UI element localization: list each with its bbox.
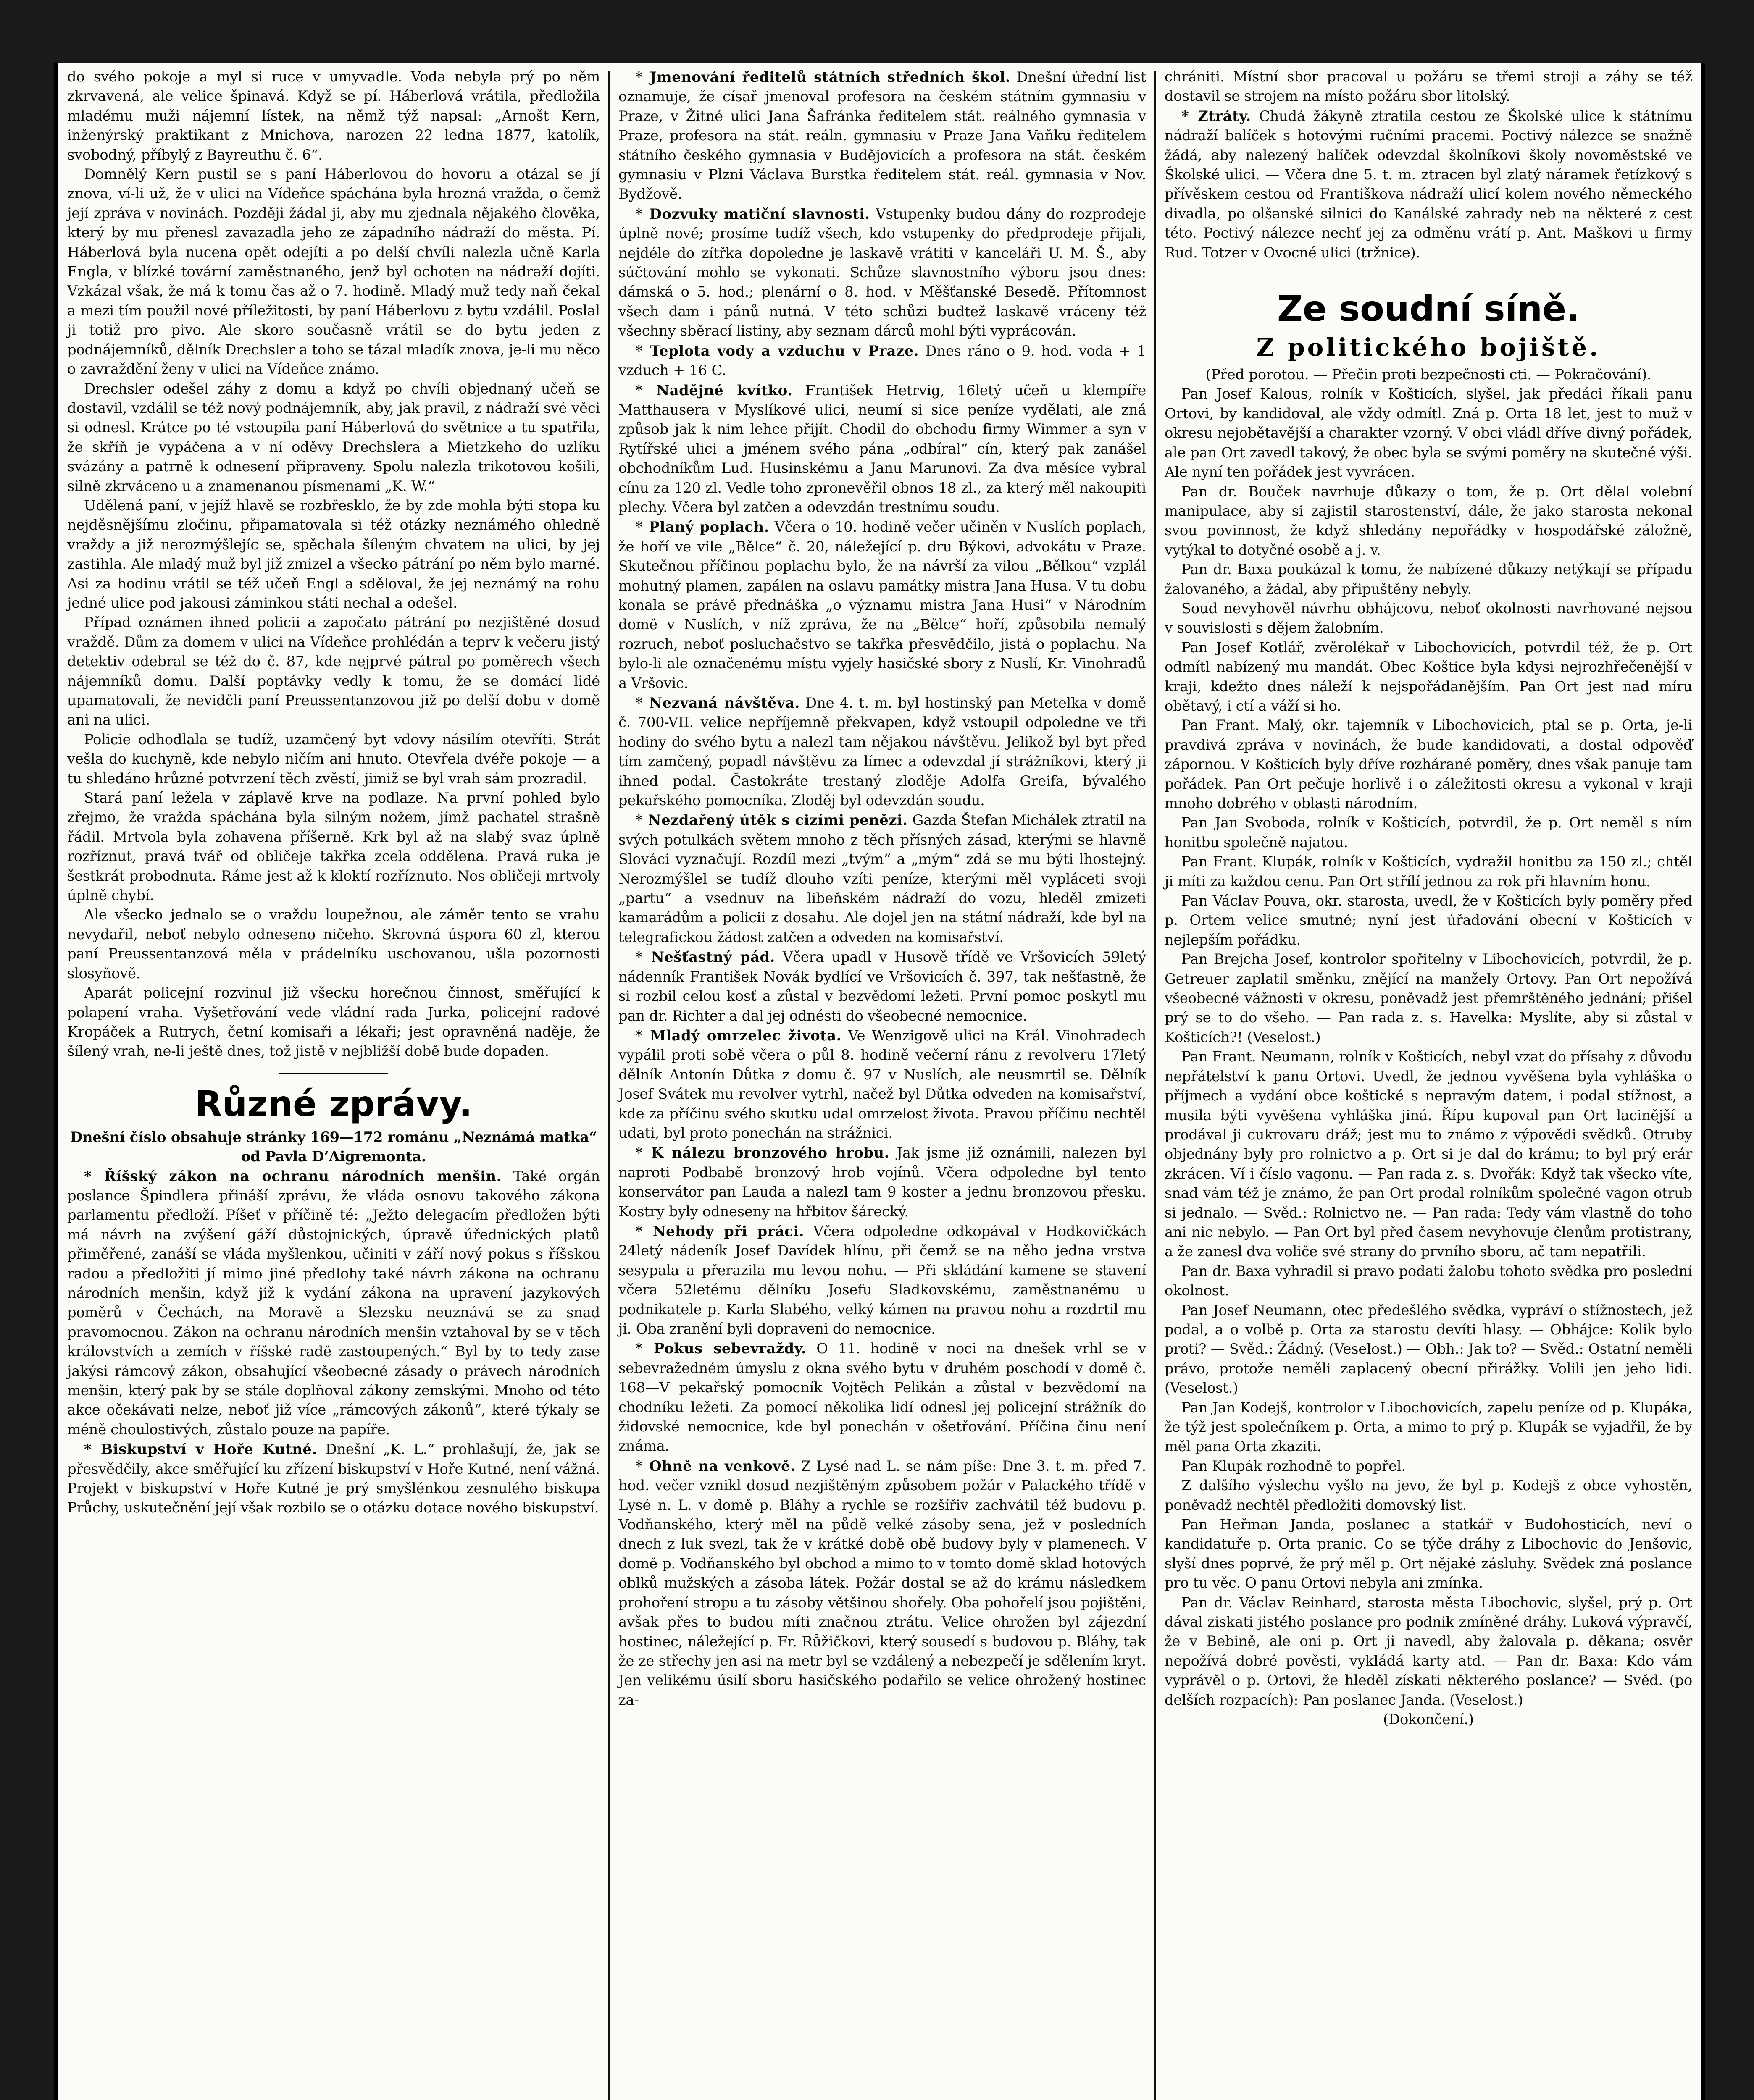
news-item-body: Z Lysé nad L. se nám píše: Dne 3. t. m. před 7. hod. večer vznikl dosud nezjištěným způsobem požár v Palackého třídě v Lysé n. L. v domě p. Bláhy a rychle se rozšířiv zachvátil též budovu p. Vodňanského, který měl na půdě velké zásoby sena, jež v posledních dnech z luk svezl, tak že v krátké době obě budovy byly v plamenech. V domě p. Vodňanského byl obchod a mimo to v tomto domě sklad hotových oblků mužských a zásoba látek. Požár dostal se až do krámu následkem prohoření stropu a tu zásoby většinou shořely. Oba pohořelí jsou pojištěni, avšak přes to budou míti značnou ztrátu. Velice ohrožen byl zájezdní hostinec, náležející p. Fr. Růžičkovi, který sousedí s budovou p. Bláhy, tak že ze střechy jen asi na metr byl se vzdálený a nebezpečí je sdělením kryt. Jen velikému úsilí sboru hasičského podařilo se velice ohrožený hostinec za-: [618, 1457, 1146, 1708]
news-item-body: Dnes ráno o 9. hod. voda + 1 vzduch + 16 C.: [618, 342, 1146, 379]
news-item: [618, 810, 1146, 947]
news-item-body: Včera o 10. hodině večer učiněn v Nuslích poplach, že hoří ve vile „Bělce“ č. 20, náležející p. dru Býkovi, advokátu v Praze. Skutečnou příčinou poplachu bylo, že na návrší za vilou „Bělkou“ vzplál mohutný plamen, zapálen na oslavu památky mistra Jana Husa. V tu dobu konala se právě přednáška „o významu mistra Jana Husi“ v Národním domě v Nuslích, v níž zpráva, že na „Bělce“ hoří, způsobila nemalý rozruch, neboť posluchačstvo se takřka přesvědčilo, jistá o poplachu. Na bylo-li ale označenému místu vyjely hasičské sbory z Nuslí, Kr. Vinohradů a Vršovic.: [618, 519, 1147, 691]
novel-supplement-notice: Dnešní číslo obsahuje stránky 169—172 románu „Neznámá matka“ od Pavla D’Aigremonta.: [70, 1128, 597, 1165]
news-item-body: O 11. hodině v noci na dnešek vrhl se v sebevražedném úmyslu z okna svého bytu v druhém poschodí v domě č. 168—V pekařský pomocník Vojtěch Pelikán a zůstal v bezvědomí na chodníku ležeti. Za pomocí několika lidí odnesl jej policejní strážník do židovské nemocnice, kde byl ponechán v ošetřování. Příčina činu není známa.: [618, 1340, 1146, 1454]
news-item: [618, 67, 1146, 204]
news-item-body: Jak jsme již oznámili, nalezen byl naproti Podbabě bronzový hrob vojínů. Včera odpoledne byl tento konservátor pan Lauda a nalezl tam 9 koster a jednu bronzovou přesku. Kostry byly odneseny na hřbitov šárecký.: [618, 1144, 1147, 1220]
news-item-body: Ve Wenzigově ulici na Král. Vinohradech vypálil proti sobě včera o půl 8. hodině večerní ránu z revolveru 17letý dělník Antonín Důtka z domu č. 97 v Nuslích, ale neusmrtil se. Dělník Josef Svátek mu revolver vytrhl, načež byl Důtka odveden na komisařství, kde za příčinu svého skutku udal omrzelost života. Pravou příčinu nechtěl udati, byl proto ponechán na strážnici.: [618, 1027, 1146, 1141]
news-item: [618, 1026, 1146, 1143]
news-item-headline: * Dozvuky matiční slavnosti.: [635, 205, 870, 222]
news-item-headline: * Ztráty.: [1181, 107, 1251, 124]
news-item-body: Dnešní „K. L.“ prohlašují, že, jak se přesvědčily, akce směřující ku zřízení biskupství v Hoře Kutné, není vážná. Projekt v biskupství v Hoře Kutné je prý smyšlénkou zesnulého biskupa Průchy, uskutečnění její však rozbilo se o otázku dotace nového biskupství.: [67, 1441, 600, 1516]
paragraph: Aparát policejní rozvinul již všecku horečnou činnost, směřující k polapení vraha. Vyšetřování vede vládní rada Jurka, policejní radové Kropáček a Rutrych, četní komisaři a lékaři; jest opravněná naděje, že šílený vrah, ne-li ještě dnes, tož jistě v nejbližší době bude dopaden.: [67, 984, 600, 1060]
paragraph: Pan Josef Kotlář, zvěrolékař v Libochovicích, potvrdil též, že p. Ort odmítl nabízený mu mandát. Obec Koštice byla kdysi nejrozhřečenější v kraji, kdežto dnes náleží k nejspořádanějším. Pan Ort jest nad míru obětavý, i ctí a váží si ho.: [1165, 639, 1692, 714]
divider-rule: [279, 1073, 388, 1074]
paragraph: Případ oznámen ihned policii a započato pátrání po nezjištěné dosud vraždě. Dům za domem v ulici na Vídeňce prohlédán a teprv k večeru jistý detektiv odebral se též do č. 87, kde nejprvé pátral po poměrech všech nájemníků domu. Další poptávky vedly k tomu, že se domácí lidé upamatovali, že nevidčli paní Preussentanzovou již po delší dobu v domě ani na ulici.: [67, 614, 600, 728]
news-item-body: Včera odpoledne odkopával v Hodkovičkách 24letý nádeník Josef Davídek hlínu, při čemž se na něho jedna vrstva sesypala a přerazila mu levou nohu. — Při skládání kamene se stavení včera 52letému dělníku Josefu Sladkovskému, zaměstnanému u podnikatele p. Karla Slabého, velký kámen na pravou nohu a rozdrtil mu ji. Oba zranění byli dopraveni do nemocnice.: [618, 1223, 1146, 1337]
section-title-soudni-sin: Ze soudní síně.: [1277, 288, 1580, 330]
news-item: [618, 1339, 1146, 1456]
column-left: [58, 63, 609, 2100]
news-item-headline: * Nehody při práci.: [635, 1222, 804, 1239]
news-item-headline: * Ohně na venkově.: [635, 1457, 796, 1474]
news-item-headline: * Nešťastný pád.: [635, 948, 775, 966]
section-title-ruzne-zpravy: Různé zprávy.: [195, 1083, 473, 1124]
news-item-body: Včera upadl v Husově třídě ve Vršovicích 59letý nádenník František Novák bydlící ve Vršovicích č. 397, tak nešťastně, že si rozbil celou kosť a zůstal v bezvědomí ležeti. První pomoc poskytl mu pan dr. Richter a dal jej odnésti do všeobecné nemocnice.: [618, 949, 1146, 1024]
paragraph: Z dalšího výslechu vyšlo na jevo, že byl p. Kodejš z obce vyhostěn, poněvadž nechtěl předložiti domovský list.: [1165, 1477, 1692, 1513]
newspaper-page: [54, 63, 1705, 2100]
news-item-body: Chudá žákyně ztratila cestou ze Školské ulice k státnímu nádraží balíček s hotovými ručními pracemi. Poctivý nálezce se snažně žádá, aby nalezený balíček odevzdal školníkovi školy novoměstské ve Školské ulici. — Včera dne 5. t. m. ztracen byl zlatý náramek řetízkový s přívěskem cestou od Františkova nádraží ulicí kolem nového německého divadla, po olšanské silnici do Kanálské zahrady neb na některé z cest této. Poctivý nálezce nechť jej za odměnu vrátí p. Ant. Maškovi u firmy Rud. Totzer v Ovocné ulici (tržnice).: [1165, 108, 1692, 261]
news-item-headline: * Teplota vody a vzduchu v Praze.: [635, 342, 919, 359]
column-right: [1155, 63, 1701, 2100]
paragraph: Pan dr. Baxa poukázal k tomu, že nabízené důkazy netýkají se případu žalovaného, a žádal, aby připuštěny nebyly.: [1165, 561, 1692, 597]
news-item: [1165, 106, 1692, 262]
news-item: [67, 1439, 600, 1518]
paragraph: Pan Josef Neumann, otec předešlého svědka, vypráví o stížnostech, jež podal, a o volbě p. Orta za starostu devíti hlasy. — Obhájce: Kolik bylo proti? — Svěd.: Žádný. (Veselost.) — Obh.: Jak to? — Svěd.: Ostatní neměli právo, protože neměli zaplacený obecní přirážky. Volili jen jeho lidi. (Veselost.): [1165, 1302, 1692, 1396]
news-item-headline: * Pokus sebevraždy.: [635, 1340, 807, 1357]
paragraph: Policie odhodlala se tudíž, uzamčený byt vdovy násilím otevříti. Strát vešla do kuchyně, kde nebylo ničím ani hnuto. Otevřela dvéře pokoje — a tu shledáno hrůzné potvrzení těch zvěstí, jimiž se byl vrah sám prozradil.: [67, 731, 600, 787]
news-items-right: [1165, 106, 1692, 262]
continuation-note: (Dokončení.): [1383, 1711, 1474, 1728]
news-item-body: Dnešní úřední list oznamuje, že císař jmenoval profesora na českém státním gymnasiu v Praze, v Žitné ulici Jana Šafránka ředitelem stát. reálného gymnasia v Praze, profesora na stát. reáln. gymnasiu v Praze Jana Vaňku ředitelem státního českého gymnasia v Budějovicích a profesora na stát. českém gymnasiu v Plzni Václava Burstka ředitelem stát. reál. gymnasia v Nov. Bydžově.: [618, 69, 1146, 202]
paragraph: Pan Jan Svoboda, rolník v Košticích, potvrdil, že p. Ort neměl s ním honitbu společně najatou.: [1165, 814, 1692, 850]
news-item-body: František Hetrvig, 16letý učeň u klempíře Matthausera v Myslíkové ulici, neumí si sice peníze vydělati, ale zná způsob jak k nim lehce přijít. Chodil do obchodu firmy Wimmer a syn v Rytířské ulici a jménem svého pána „odbíral“ cín, který pak zanášel obchodníkům Lud. Husinskému a Janu Marunovi. Za dva měsíce vybral cínu za 120 zl. Vedle toho zpronevěřil obnos 18 zl., za který měl nakoupiti plechy. Včera byl zatčen a odevzdán trestnímu soudu.: [618, 382, 1146, 515]
news-item-headline: * Nezvaná návštěva.: [635, 694, 800, 711]
news-item-body: Vstupenky budou dány do rozprodeje úplně nové; prosíme tudíž všech, kdo vstupenky do předprodeje přijali, nejdéle do zítřka dopoledne je laskavě vrátiti v kanceláři U. M. Š., aby súčtování mohlo se vykonati. Schůze slavnostního výboru jsou dnes: dámská o 5. hod.; plenární o 8. hod. v Měšťanské Besedě. Přítomnost všech dam i pánů nutná. V této schůzi budtež laskavě vráceny též všechny sběrací listiny, aby seznam dárců mohl býti vyprácován.: [618, 205, 1147, 339]
news-item: [67, 1166, 600, 1440]
paragraph: Pan Josef Kalous, rolník v Košticích, slyšel, jak předáci říkali panu Ortovi, by kandidoval, ale vždy odmítl. Zná p. Orta 18 let, jest to muž v okresu nejobětavější a charakter vzorný. V obci vládl dříve divný pořádek, ale pan Ort zavedl takový, že obec byla se svými poměry na skutečné výši. Ale nyní ten pořádek jest vyvrácen.: [1165, 386, 1692, 480]
paragraph: Ale všecko jednalo se o vraždu loupežnou, ale záměr tento se vrahu nevydařil, neboť nebylo odneseno ničeho. Skrovná úspora 60 zl, kterou paní Preussentanzová měla v prádelníku uschovanou, ušla pozornosti slosyňově.: [67, 906, 600, 982]
news-item: [618, 693, 1146, 810]
paragraph: Pan Frant. Klupák, rolník v Košticích, vydražil honitbu za 150 zl.; chtěl ji míti za každou cenu. Pan Ort střílí jednou za rok při hlavním honu.: [1165, 853, 1692, 890]
paragraph: Pan Brejcha Josef, kontrolor spořitelny v Libochovicích, potvrdil, že p. Getreuer zaplatil směnku, znějící na manžely Ortovy. Pan Ort nepožívá všeobecné vážnosti v okresu, poněvadž jest přemrštěného jednání; přišel prý se to do všeho. — Pan rada z. s. Havelka: Myslíte, aby si zůstal v Košticích?! (Veselost.): [1165, 951, 1692, 1045]
trial-intro: (Před porotou. — Přečin proti bezpečnosti cti. — Pokračování).: [1205, 366, 1651, 383]
news-items-left: [67, 1166, 600, 1518]
news-item: [618, 341, 1146, 381]
news-item-headline: * Biskupství v Hoře Kutné.: [84, 1441, 317, 1458]
paragraph: Domnělý Kern pustil se s paní Háberlovou do hovoru a otázal se jí znova, ví-li už, že v ulici na Vídeňce spáchána byla hrozná vražda, o čemž její zpráva v novinách. Později žádal ji, aby mu zjednala nějakého člověka, který by mu přenesl zavazadla jeho ze západního nádraží do města. Pí. Háberlová byla nucena opět odejíti a po delší chvíli nalezla učně Karla Engla, v blízké tovární zaměstnaného, jenž byl ochoten na nádraží dojíti. Vzkázal však, že má k tomu čas až o 7. hodině. Mladý muž tedy naň čekal a mezi tím použil nové příležitosti, by paní Háberlovu z bytu vzdálil. Poslal ji totiž pro pivo. Ale skoro současně vrátil se do bytu jeden z podnájemníků, dělník Drechsler a toho se tázal mladík znova, je-li mu něco o zavraždění ženy v ulici na Vídeňce známo.: [67, 166, 600, 378]
paragraph: Pan Václav Pouva, okr. starosta, uvedl, že v Košticích byly poměry před p. Ortem velice smutné; nyní jest úřadování obecní v Košticích v nejlepším pořádku.: [1165, 892, 1692, 948]
news-item: [618, 517, 1146, 693]
column-middle: [609, 63, 1155, 2100]
paragraph: Pan Jan Kodejš, kontrolor v Libochovicích, zapelu peníze od p. Klupáka, že týž jest společníkem p. Orta, a mimo to prý p. Klupák se vyjadřil, že by měl pana Orta zkaziti.: [1165, 1399, 1692, 1455]
paragraph: Soud nevyhověl návrhu obhájcovu, neboť okolnosti navrhované nejsou v souvislosti s dějem žalobním.: [1165, 600, 1692, 636]
news-item: [618, 947, 1146, 1026]
paragraph: Pan Klupák rozhodně to popřel.: [1181, 1457, 1406, 1474]
paragraph: Pan Frant. Malý, okr. tajemník v Libochovicích, ptal se p. Orta, je-li pravdivá zpráva v novinách, že bude kandidovati, a dostal odpověď zápornou. V Košticích byly dříve rozhárané poměry, dnes však panuje tam pořádek. Pan Ort pečuje horlivě i o záležitosti okresu a vykonal v kraji mnoho dobrého v oblasti národním.: [1165, 717, 1692, 811]
news-item-headline: * Mladý omrzelec života.: [635, 1026, 841, 1044]
paragraph: Pan dr. Baxa vyhradil si pravo podati žalobu tohoto svědka pro poslední okolnost.: [1165, 1263, 1692, 1299]
news-item: [618, 381, 1146, 517]
news-item: [618, 1456, 1146, 1710]
paragraph: do svého pokoje a myl si ruce v umyvadle. Voda nebyla prý po něm zkrvavená, ale velice špinavá. Když se pí. Háberlová vrátila, předložila mladému muži nájemní lístek, na němž týž napsal: „Arnošt Kern, inženýrský praktikant z Mnichova, narozen 22 ledna 1877, katolík, svobodný, příbylý z Bayreuthu č. 6“.: [67, 68, 600, 163]
news-item: [618, 1221, 1146, 1339]
paragraph: Pan dr. Václav Reinhard, starosta města Libochovic, slyšel, prý p. Ort dával ziskati jistého poslance pro podnik zmíněné dráhy. Luková výpravčí, že v Bebině, ale oni p. Ort ji navedl, aby žalovala p. děkana; osvěr nepožívá dobré pověsti, vykládá karty atd. — Pan dr. Baxa: Kdo vám vyprávěl o p. Ortovi, že hleděl získati některého poslance? — Svěd. (po delších rozpacích): Pan poslanec Janda. (Veselost.): [1165, 1594, 1692, 1708]
news-item-body: Dne 4. t. m. byl hostinský pan Metelka v domě č. 700-VII. velice nepříjemně překvapen, když vstoupil odpoledne ve tři hodiny do svého bytu a nalezl tam nějakou návštěvu. Jelikož byl byt před tím zamčený, popadl návštěvu za límec a odevzdal jí strážníkovi, který ji ihned podal. Častokráte trestaný zloděje Adolfa Greifa, bývalého pekařského pomocníka. Zloděj byl odevzdán soudu.: [618, 695, 1146, 809]
news-item-headline: * K nálezu bronzového hrobu.: [635, 1144, 889, 1161]
news-item-headline: * Říšský zákon na ochranu národních menšin.: [84, 1167, 502, 1184]
section-subtitle: Z politického bojiště.: [1256, 333, 1601, 362]
fire-report-ending: [1165, 67, 1692, 106]
paragraph: Pan dr. Bouček navrhuje důkazy o tom, že p. Ort dělal volební manipulace, aby si zajistil starostenství, dále, že jako starosta nekonal svou povinnost, že když shledány nepořádky v hospodářské záložně, vytýkal to dotyčné osobě a j. v.: [1165, 483, 1692, 558]
paragraph: Pan Frant. Neumann, rolník v Košticích, nebyl vzat do přísahy z důvodu nepřátelství k panu Ortovi. Uvedl, že jednou vyvěšena byla vyhláška o příjmech a vydání obce koštické s nepravým datem, i podal stížnost, a musila býti vyvěšena vyhláška jiná. Řípu kupoval pan Ort lacinější a prodával ji cukrovaru dráž; jest mu to známo z výpovědi svědků. Otruby objednány byly pro rolnictvo a p. Ort si je dal do krámu; to byl prý erár zkrácen. Ví i číslo vagonu. — Pan rada z. s. Dvořák: Když tak všecko víte, snad vám též je známo, že pan Ort prodal rolníkům společné vagon otrub si jednalo. — Svěd.: Rolnictvo ne. — Pan rada: Tedy vám vlastně do toho ani nic nebylo. — Pan Ort byl před časem nevyhovuje členům protistrany, a že zanesl dva voliče své strany do prvního sboru, ač tam nepatřili.: [1165, 1048, 1692, 1260]
news-item-body: Gazda Štefan Michálek ztratil na svých potulkách světem mnoho z těch přísných zásad, kterými se hlavně Slováci vyznačují. Rozdíl mezi „tvým“ a „mým“ zdá se mu býti lhostejný. Nerozmýšlel se tudíž dlouho vzíti peníze, kterými měl vypláceti svoji „partu“ a vsednuv na libeňském nádraží do vozu, hleděl zmizeti kamarádům a policii z dosahu. Ale dojel jen na státní nádraží, kde byl na telegrafickou žádost zatčen a odveden na komisařství.: [618, 812, 1146, 945]
paragraph: Udělená paní, v jejíž hlavě se rozbřesklo, že by zde mohla býti stopa ku nejděsnějšímu zločinu, připamatovala si též otázky neznámého ohledně vraždy a již nerozmýšlejíc se, spěchala šíleným chvatem na ulici, by jej zastihla. Ale mladý muž byl již zmizel a všecko pátrání po něm bylo marné. Asi za hodinu vrátil se též učeň Engl a sděloval, že jej neznámý na rohu jedné ulice pod jakousi záminkou státi nechal a odešel.: [67, 497, 600, 611]
news-item: [618, 204, 1146, 341]
news-item-headline: * Planý poplach.: [635, 518, 769, 536]
paragraph: Pan Heřman Janda, poslanec a statkář v Budohosticích, neví o kandidatuře p. Orta pranic. Co se týče dráhy z Libochovic do Jenšovic, slyší dnes poprvé, že prý měl p. Ort nějaké zásluhy. Svědek zná poslance pro tu věc. O panu Ortovi nebyla ani zmínka.: [1165, 1516, 1692, 1591]
news-item: [618, 1143, 1146, 1221]
news-item-headline: * Nadějné kvítko.: [635, 381, 793, 399]
news-item-headline: * Nezdařený útěk s cizími penězi.: [635, 811, 908, 829]
paragraph: chrániti. Místní sbor pracoval u požáru se třemi stroji a záhy se též dostavil se strojem na místo požáru sbor litolský.: [1165, 68, 1692, 105]
news-items-middle: [618, 67, 1146, 1710]
paragraph: Drechsler odešel záhy z domu a když po chvíli objednaný učeň se dostavil, vzdálil se též nový podnájemník, aby, jak pravil, z nádraží své věci si odnesl. Krátce po té vstoupila paní Háberlová do světnice a tu spatřila, že skříň je vypáčena a v ní oděvy Drechslera a Mietzkeho do uzlíku svázány a patrně k odnesení připraveny. Spolu nalezla trikotovou košili, silně zkrváceno u a znamenanou písmenami „K. W.“: [67, 380, 600, 494]
paragraph: Stará paní ležela v záplavě krve na podlaze. Na první pohled bylo zřejmo, že vražda spáchána byla silným nožem, jímž pachatel strašně řádil. Mrtvola byla zohavena příšerně. Krk byl až na slabý svaz úplně rozříznut, pravá tvář od obličeje takřka zcela oddělena. Pravá ruka je šestkrát probodnuta. Ráme jest až k kloktí rozříznuto. Nos obličeji mrtvoly úplně chybí.: [67, 790, 600, 904]
news-item-body: Také orgán poslance Špindlera přináší zprávu, že vláda osnovu takového zákona parlamentu předloží. Píšeť v příčině té: „Ježto delegacím předložen býti má návrh na zvýšení gáží důstojnických, úpravě úřednických platů přiměřené, zanáší se vláda myšlenkou, učiniti v září nový pokus s říšskou radou a předložiti jí mimo jiné předlohy také návrh zákona na ochranu národních menšin, když již k vydání zákona na upravení jazykových poměrů v Čechách, na Moravě a Slezsku neuznává se za snad pravomocnou. Zákon na ochranu národních menšin vztahoval by se v těch královstvích a zemích v říšské radě zastoupených.“ Byl by to tedy zase jakýsi rámcový zákon, obsahující všeobecné zásady o právech národních menšin, který pak by se stále doplňoval zákony zemskými. Mnoho od této akce očekávati nelze, neboť již více „rámcových zákonů“, které týkaly se méně choulostivých, zůstalo pouze na papíře.: [67, 1168, 600, 1438]
news-item-headline: * Jmenování ředitelů státních středních škol.: [635, 68, 1011, 85]
article-murder-continuation: [67, 67, 600, 1061]
trial-report: [1165, 384, 1692, 1710]
